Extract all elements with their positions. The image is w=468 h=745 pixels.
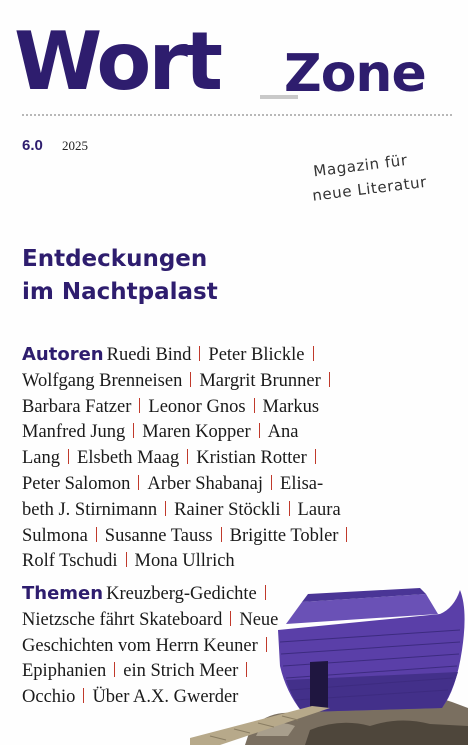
authors-list bbox=[22, 342, 462, 575]
author-name: Manfred Jung bbox=[22, 422, 126, 443]
author-name: Ana bbox=[267, 422, 299, 443]
author-name: Ruedi Bind bbox=[106, 345, 192, 365]
tagline-line-2: neue Literatur bbox=[311, 172, 428, 205]
authors-line bbox=[22, 472, 462, 498]
author-name: Sulmona bbox=[22, 525, 88, 546]
tagline-line-1: Magazin für bbox=[312, 150, 409, 181]
author-name: Rolf Tschudi bbox=[22, 551, 118, 572]
author-name: Markus bbox=[262, 396, 320, 417]
author-name: Leonor Gnos bbox=[148, 396, 246, 417]
separator-bar bbox=[199, 346, 200, 361]
author-name: Margrit Brunner bbox=[199, 370, 321, 391]
author-name: Rainer Stöckli bbox=[174, 499, 281, 520]
separator-bar bbox=[346, 527, 347, 542]
separator-bar bbox=[190, 372, 191, 387]
author-name: Brigitte Tobler bbox=[229, 525, 339, 546]
separator-bar bbox=[259, 423, 260, 438]
author-name: Elsbeth Maag bbox=[77, 448, 180, 469]
separator-bar bbox=[126, 552, 127, 567]
author-name: beth J. Stirnimann bbox=[22, 499, 158, 520]
topics-label: Themen bbox=[22, 583, 104, 604]
topic-title: Geschichten vom Herrn Keuner bbox=[22, 635, 258, 656]
separator-bar bbox=[329, 372, 330, 387]
authors-line bbox=[22, 395, 462, 421]
issue-year: 2025 bbox=[62, 138, 88, 153]
logo-word-zone: Zone bbox=[284, 44, 426, 104]
authors-label: Autoren bbox=[22, 344, 104, 365]
issue-number: 6.0 bbox=[22, 137, 43, 154]
separator-bar bbox=[83, 688, 84, 703]
authors-line bbox=[22, 549, 462, 575]
author-name: Lang bbox=[22, 448, 61, 469]
headline-line-2: im Nachtpalast bbox=[22, 279, 218, 305]
authors-line bbox=[22, 342, 462, 369]
separator-bar bbox=[138, 475, 139, 490]
author-name: Wolfgang Brenneisen bbox=[22, 370, 183, 391]
author-name: Barbara Fatzer bbox=[22, 396, 132, 417]
author-name: Peter Blickle bbox=[208, 345, 305, 365]
topic-title: Neue bbox=[239, 609, 279, 630]
logo-word-wort: Wort bbox=[14, 15, 221, 108]
authors-line bbox=[22, 524, 462, 550]
topic-title: Kreuzberg-Gedichte bbox=[106, 584, 257, 604]
separator-bar bbox=[271, 475, 272, 490]
separator-bar bbox=[68, 449, 69, 464]
author-name: Maren Kopper bbox=[142, 422, 251, 443]
author-name: Mona Ullrich bbox=[134, 551, 235, 572]
authors-line bbox=[22, 420, 462, 446]
separator-bar bbox=[313, 346, 314, 361]
topic-title: Epiphanien bbox=[22, 661, 107, 682]
separator-bar bbox=[139, 398, 140, 413]
separator-bar bbox=[289, 501, 290, 516]
author-name: Susanne Tauss bbox=[104, 525, 213, 546]
ark-illustration bbox=[190, 580, 468, 745]
author-name: Laura bbox=[297, 499, 341, 520]
authors-line bbox=[22, 369, 462, 395]
ark-door bbox=[310, 661, 328, 709]
topic-title: Über A.X. Gwerder bbox=[92, 687, 239, 708]
separator-bar bbox=[221, 527, 222, 542]
headline-line-1: Entdeckungen bbox=[22, 246, 208, 272]
separator-bar bbox=[187, 449, 188, 464]
separator-bar bbox=[254, 398, 255, 413]
author-name: Elisa- bbox=[280, 473, 324, 494]
authors-line bbox=[22, 498, 462, 524]
tagline bbox=[308, 143, 453, 208]
separator-bar bbox=[165, 501, 166, 516]
topic-title: ein Strich Meer bbox=[123, 661, 239, 682]
topic-title: Occhio bbox=[22, 687, 76, 708]
dotted-divider bbox=[22, 114, 452, 116]
author-name: Kristian Rotter bbox=[196, 448, 307, 469]
topic-title: Nietzsche fährt Skateboard bbox=[22, 609, 223, 630]
author-name: Peter Salomon bbox=[22, 473, 131, 494]
headline bbox=[22, 243, 218, 309]
separator-bar bbox=[96, 527, 97, 542]
authors-line bbox=[22, 446, 462, 472]
separator-bar bbox=[315, 449, 316, 464]
author-name: Arber Shabanaj bbox=[147, 473, 264, 494]
separator-bar bbox=[114, 662, 115, 677]
separator-bar bbox=[133, 423, 134, 438]
